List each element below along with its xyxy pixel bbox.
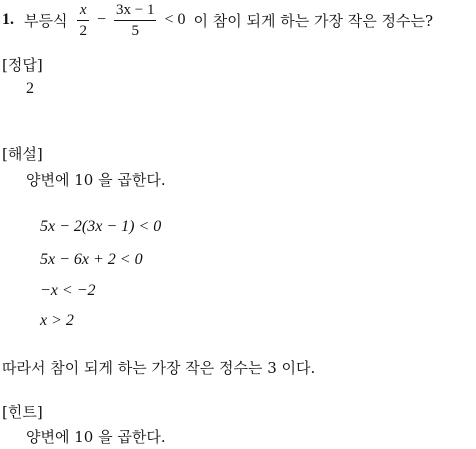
- solution-step: 5x − 2(3x − 1) < 0: [40, 218, 162, 235]
- fraction-x-over-2: [77, 2, 89, 39]
- solution-intro: 양변에 10 을 곱한다.: [26, 171, 166, 189]
- problem-number: 1.: [2, 11, 14, 28]
- fraction-denominator: 5: [131, 22, 139, 39]
- hint-text: 양변에 10 을 곱한다.: [26, 428, 166, 446]
- solution-step: x > 2: [40, 312, 74, 329]
- inequality-relation: < 0: [164, 11, 186, 28]
- fraction-bar: [77, 20, 89, 21]
- answer-label: [정답]: [2, 56, 43, 74]
- fraction-numerator: x: [79, 1, 87, 18]
- problem-suffix: 이 참이 되게 하는 가장 작은 정수는?: [193, 11, 434, 30]
- fraction-numerator: 3x − 1: [116, 1, 155, 18]
- hint-label: [힌트]: [2, 403, 43, 421]
- fraction-3x-minus-1-over-5: [114, 2, 156, 39]
- solution-step: −x < −2: [40, 282, 96, 299]
- solution-label: [해설]: [2, 145, 43, 163]
- problem-statement: [2, 0, 433, 40]
- solution-step: 5x − 6x + 2 < 0: [40, 251, 143, 268]
- minus-sign: −: [96, 11, 107, 28]
- fraction-denominator: 2: [79, 22, 87, 39]
- answer-value: 2: [26, 80, 34, 97]
- fraction-bar: [114, 20, 156, 21]
- problem-prefix: 부등식: [24, 11, 68, 30]
- solution-conclusion: 따라서 참이 되게 하는 가장 작은 정수는 3 이다.: [2, 359, 316, 377]
